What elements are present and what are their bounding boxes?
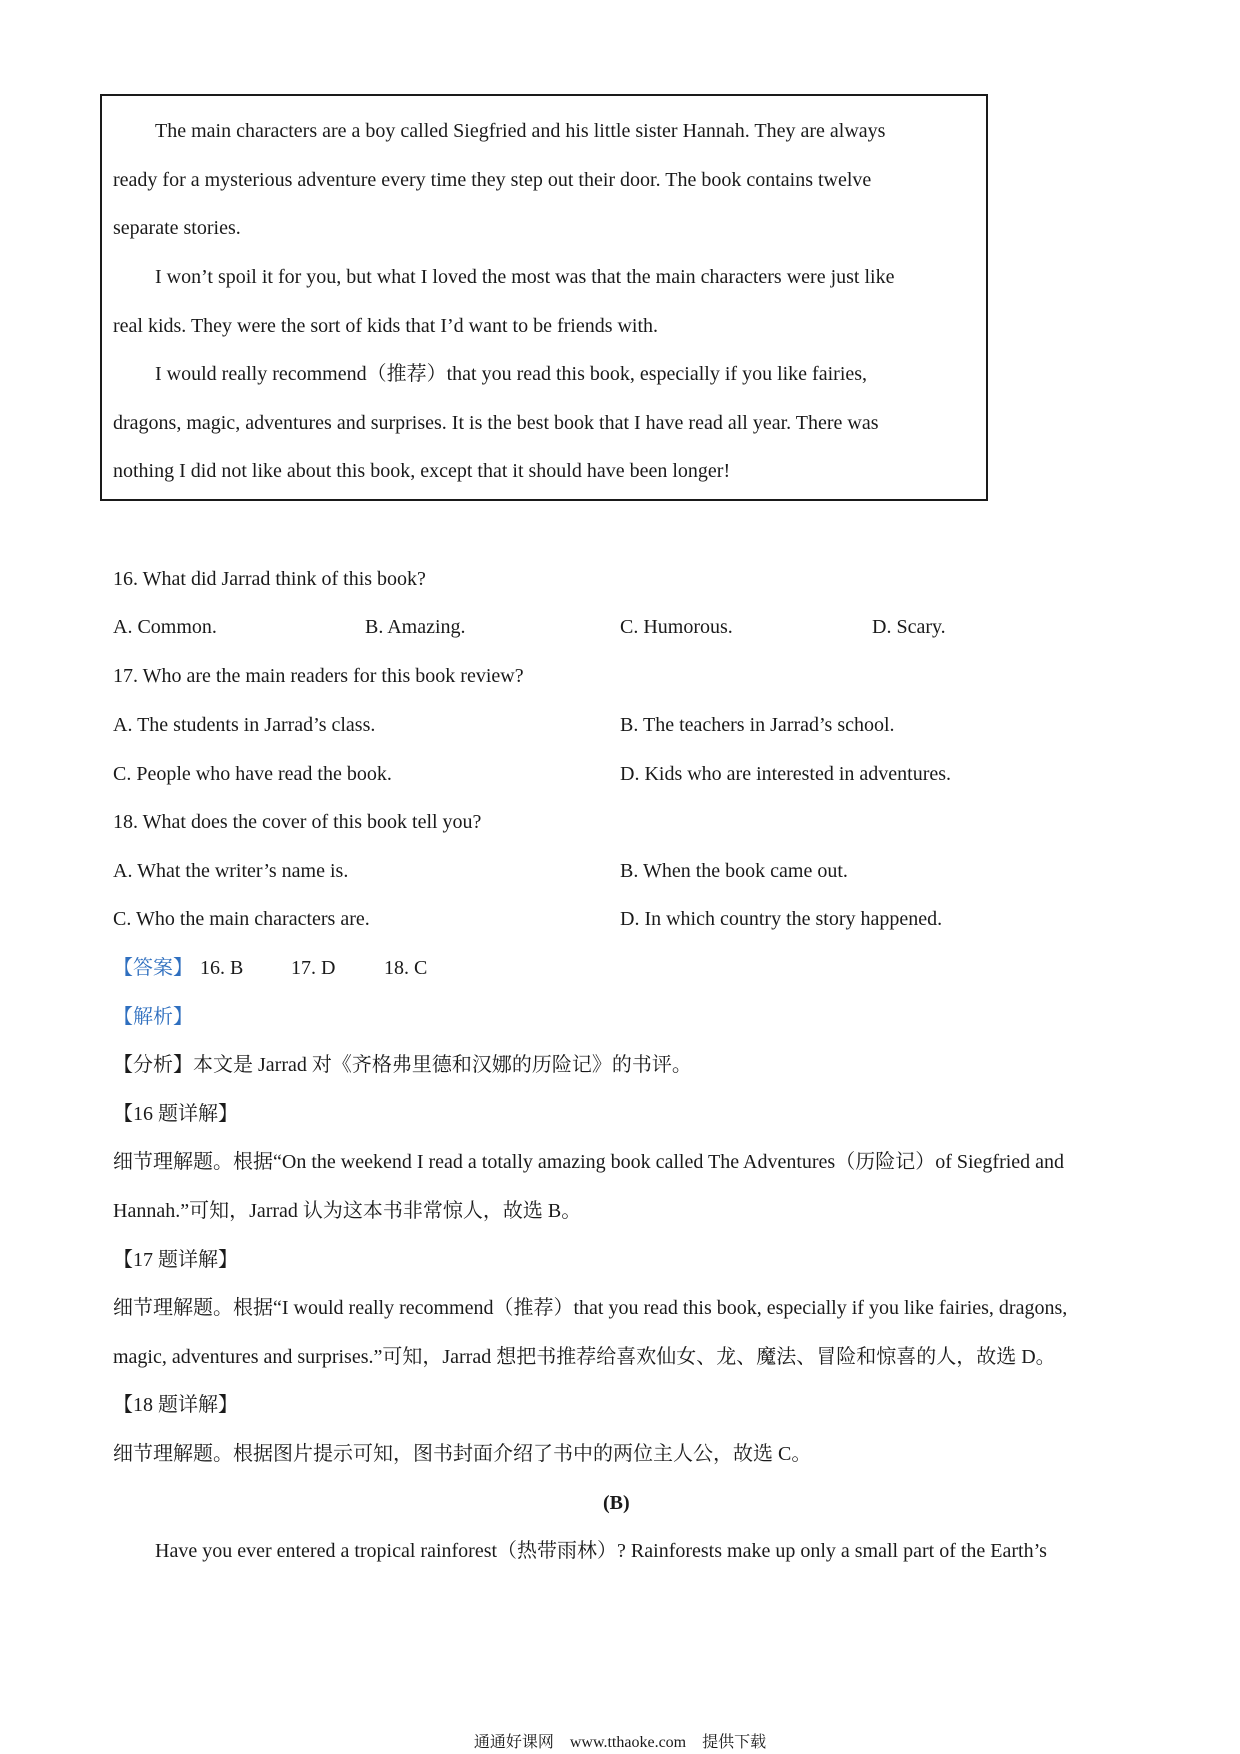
detail-heading: 【17 题详解】 xyxy=(113,1249,238,1271)
option: C. People who have read the book. xyxy=(113,763,392,785)
passage-line: separate stories. xyxy=(113,217,241,239)
detail-heading: 【16 题详解】 xyxy=(113,1103,238,1125)
option: B. Amazing. xyxy=(365,616,466,638)
detail-line: 细节理解题。根据“On the weekend I read a totally amazing book called The Adventures（历险记）of Siegfried and xyxy=(113,1151,1065,1173)
option: B. The teachers in Jarrad’s school. xyxy=(620,714,895,736)
option: C. Who the main characters are. xyxy=(113,908,370,930)
option: A. The students in Jarrad’s class. xyxy=(113,714,376,736)
section-first-line: Have you ever entered a tropical rainforest（热带雨林）? Rainforests make up only a small part of the Earth’s xyxy=(155,1540,1047,1562)
question-stem: 16. What did Jarrad think of this book? xyxy=(113,568,426,590)
passage-line: The main characters are a boy called Siegfried and his little sister Hannah. They are always xyxy=(155,120,886,142)
answer-item: 17. D xyxy=(291,957,336,979)
question-stem: 18. What does the cover of this book tell you? xyxy=(113,811,482,833)
option: A. What the writer’s name is. xyxy=(113,860,349,882)
answer-tag: 【答案】 xyxy=(113,957,193,979)
passage-line: I won’t spoil it for you, but what I loved the most was that the main characters were just like xyxy=(155,266,895,288)
passage-line: real kids. They were the sort of kids that I’d want to be friends with. xyxy=(113,315,659,337)
option: D. Scary. xyxy=(872,616,946,638)
detail-line: 细节理解题。根据图片提示可知，图书封面介绍了书中的两位主人公，故选 C。 xyxy=(113,1443,812,1465)
answer-item: 16. B xyxy=(200,957,244,979)
answer-item: 18. C xyxy=(384,957,428,979)
passage-line: dragons, magic, adventures and surprises. It is the best book that I have read all year. There was xyxy=(113,412,879,434)
passage-line: ready for a mysterious adventure every time they step out their door. The book contains twelve xyxy=(113,169,872,191)
option: B. When the book came out. xyxy=(620,860,848,882)
detail-heading: 【18 题详解】 xyxy=(113,1394,238,1416)
question-stem: 17. Who are the main readers for this book review? xyxy=(113,665,524,687)
option: D. In which country the story happened. xyxy=(620,908,943,930)
detail-line: 细节理解题。根据“I would really recommend（推荐）that you read this book, especially if you like fairies, dragons, xyxy=(113,1297,1068,1319)
analysis-summary: 【分析】本文是 Jarrad 对《齐格弗里德和汉娜的历险记》的书评。 xyxy=(113,1054,692,1076)
page-footer: 通通好课网 www.tthaoke.com 提供下载 xyxy=(473,1734,767,1751)
detail-line: magic, adventures and surprises.”可知，Jarrad 想把书推荐给喜欢仙女、龙、魔法、冒险和惊喜的人，故选 D。 xyxy=(113,1346,1056,1368)
option: A. Common. xyxy=(113,616,217,638)
section-title: (B) xyxy=(603,1492,630,1514)
passage-line: nothing I did not like about this book, except that it should have been longer! xyxy=(113,460,731,482)
passage-box xyxy=(100,94,988,501)
option: C. Humorous. xyxy=(620,616,733,638)
passage-line: I would really recommend（推荐）that you read this book, especially if you like fairies, xyxy=(155,363,868,385)
analysis-tag: 【解析】 xyxy=(113,1006,193,1028)
option: D. Kids who are interested in adventures. xyxy=(620,763,952,785)
detail-line: Hannah.”可知，Jarrad 认为这本书非常惊人，故选 B。 xyxy=(113,1200,582,1222)
